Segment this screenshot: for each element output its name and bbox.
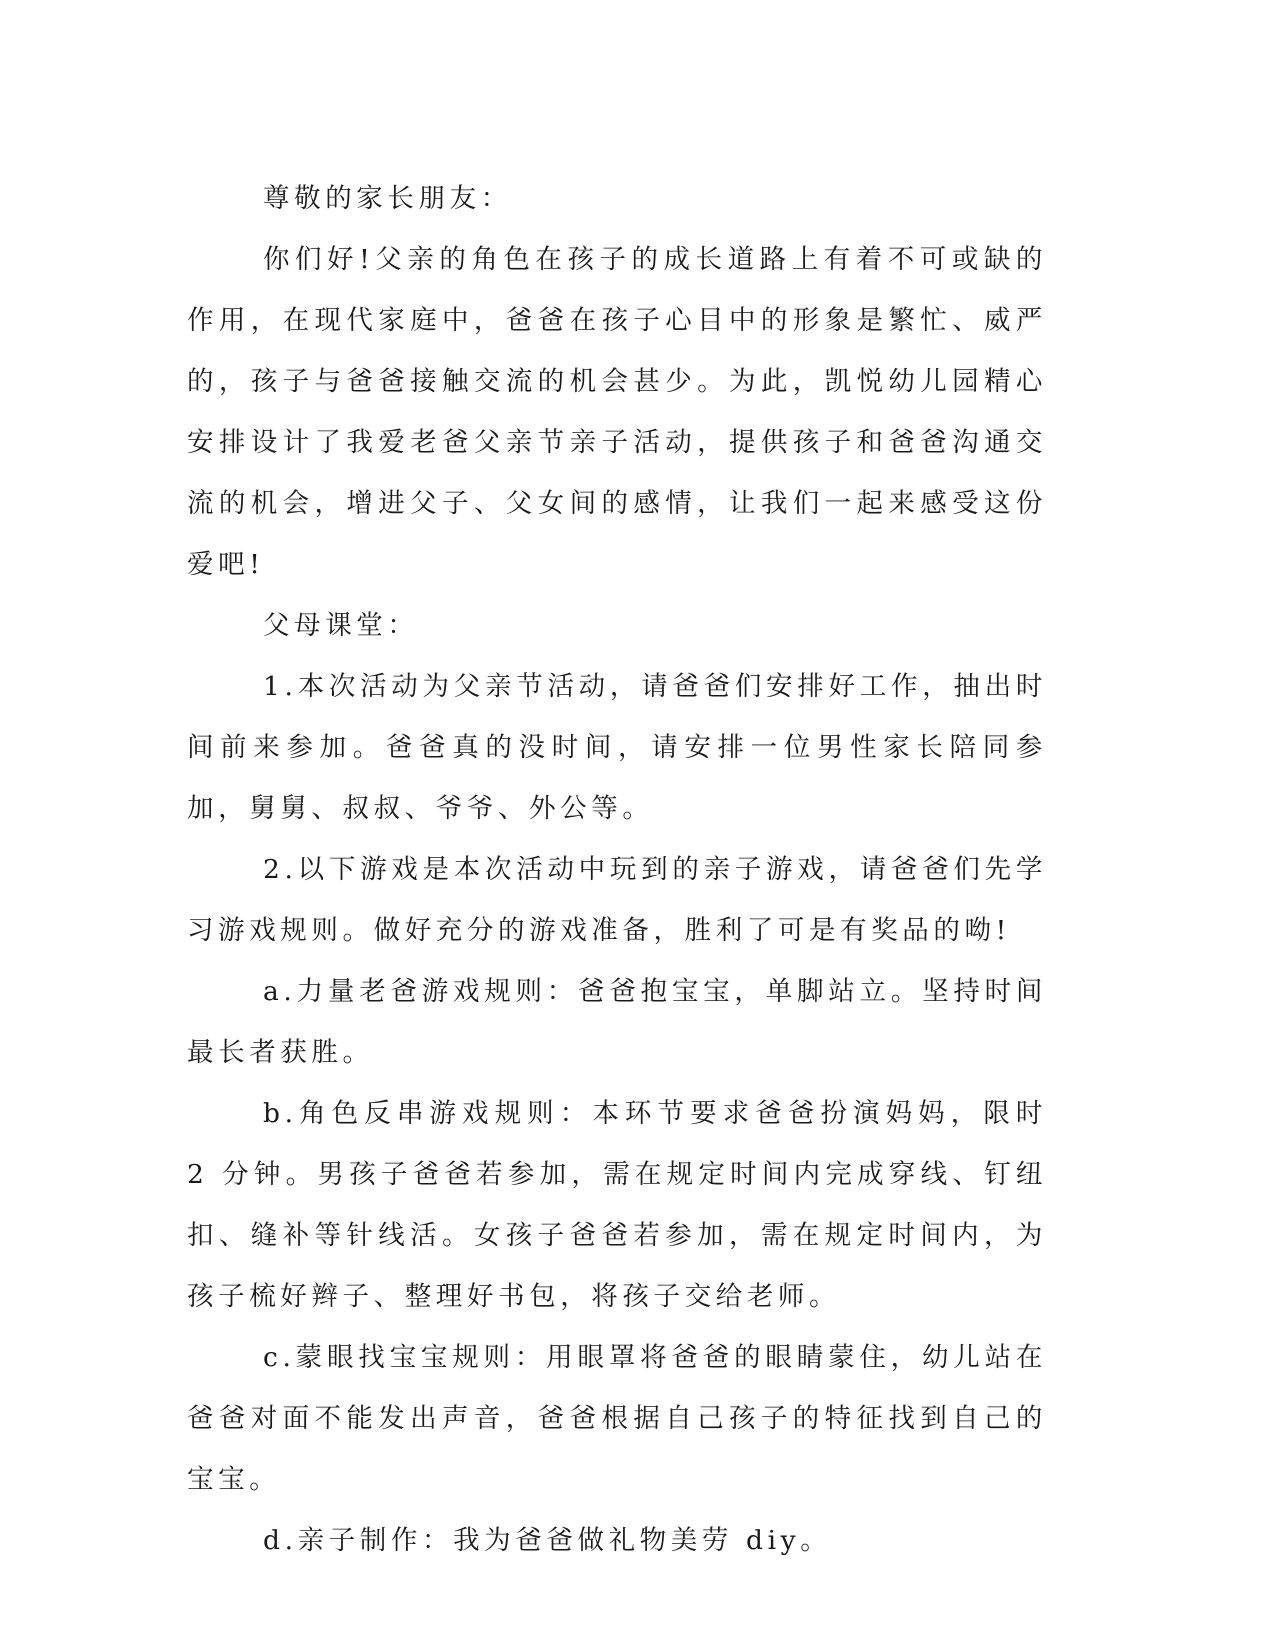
document-body bbox=[187, 168, 1047, 1571]
notice-item-1: 1.本次活动为父亲节活动，请爸爸们安排好工作，抽出时间前来参加。爸爸真的没时间，请安排一位男性家长陪同参加，舅舅、叔叔、爷爷、外公等。 bbox=[187, 671, 1047, 824]
section-heading: 父母课堂： bbox=[263, 610, 419, 641]
game-rule-c: c.蒙眼找宝宝规则：用眼罩将爸爸的眼睛蒙住，幼儿站在爸爸对面不能发出声音，爸爸根据自己孩子的特征找到自己的宝宝。 bbox=[187, 1342, 1047, 1495]
game-rule-b: b.角色反串游戏规则：本环节要求爸爸扮演妈妈，限时 2 分钟。男孩子爸爸若参加，需在规定时间内完成穿线、钉纽扣、缝补等针线活。女孩子爸爸若参加，需在规定时间内，为孩子梳好辫子、整理好书包，将孩子交给老师。 bbox=[187, 1098, 1047, 1312]
game-rule-a: a.力量老爸游戏规则：爸爸抱宝宝，单脚站立。坚持时间最长者获胜。 bbox=[187, 976, 1047, 1068]
game-rule-d: d.亲子制作：我为爸爸做礼物美劳 diy。 bbox=[263, 1525, 832, 1556]
salutation: 尊敬的家长朋友： bbox=[263, 183, 512, 214]
notice-item-2: 2.以下游戏是本次活动中玩到的亲子游戏，请爸爸们先学习游戏规则。做好充分的游戏准备，胜利了可是有奖品的呦! bbox=[187, 854, 1047, 946]
intro-paragraph: 你们好!父亲的角色在孩子的成长道路上有着不可或缺的作用，在现代家庭中，爸爸在孩子心目中的形象是繁忙、威严的，孩子与爸爸接触交流的机会甚少。为此，凯悦幼儿园精心安排设计了我爱老爸父亲节亲子活动，提供孩子和爸爸沟通交流的机会，增进父子、父女间的感情，让我们一起来感受这份爱吧! bbox=[187, 244, 1047, 580]
